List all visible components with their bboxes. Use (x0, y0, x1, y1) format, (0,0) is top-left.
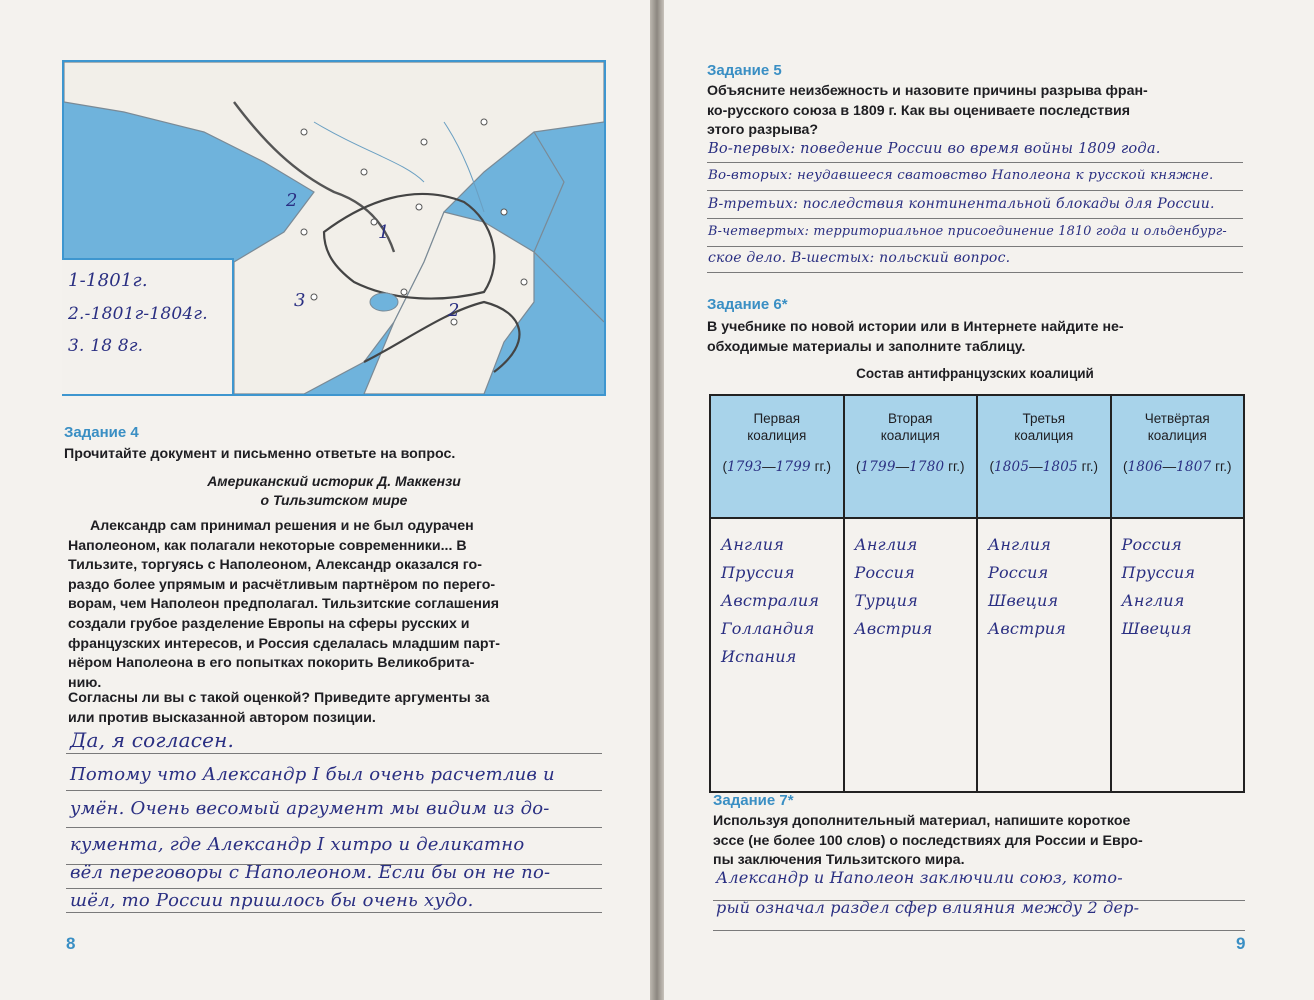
question-line: или против высказанной автором позиции. (68, 709, 376, 726)
question-line: Согласны ли вы с такой оценкой? Приведите аргументы за (68, 690, 490, 706)
writing-line (66, 912, 602, 913)
table-cell (977, 518, 1111, 792)
task5-heading: Задание 5 (707, 62, 782, 79)
paragraph-line: французских интересов, и Россия сделалась младшим парт- (68, 635, 500, 652)
year-start: 1805 (993, 459, 1030, 475)
member-country: Россия (1121, 535, 1182, 554)
instruction-line: эссе (не более 100 слов) о последствиях для России и Евро- (713, 832, 1143, 849)
legend-entry: 3. 18 8г. (68, 336, 144, 356)
table-header-cell (710, 395, 844, 518)
paragraph-line: нию. (68, 674, 102, 691)
coalition-name: коалиция (1147, 428, 1207, 443)
book-gutter (650, 0, 664, 1000)
coalition-years: (1806—1807 гг.) (1122, 459, 1232, 475)
document-title-line: о Тильзитском мире (260, 492, 408, 508)
members-list (721, 531, 843, 671)
coalition-name: Четвёртая (1144, 411, 1210, 426)
paragraph-line: создали грубое разделение Европы на сферы русских и (68, 615, 470, 632)
page-number: 8 (66, 934, 76, 953)
map-region-mark: 2 (286, 190, 298, 211)
legend-entry: 1-1801г. (68, 270, 148, 291)
writing-line (713, 930, 1245, 931)
task4-heading: Задание 4 (64, 424, 139, 441)
handwritten-answer-line: кумента, где Александр I хитро и деликатно (70, 834, 525, 855)
handwritten-answer-line: Во-первых: поведение России во время войны 1809 года. (708, 140, 1161, 157)
coalition-name: Первая (753, 411, 801, 426)
coalition-name: коалиция (747, 428, 807, 443)
task4-instruction: Прочитайте документ и письменно ответьте на вопрос. (64, 446, 456, 462)
members-list (855, 531, 977, 643)
member-country: Австрия (854, 619, 933, 638)
year-start: 1799 (860, 459, 896, 475)
writing-line (66, 827, 602, 828)
document-paragraph (68, 517, 604, 693)
member-country: Испания (721, 647, 797, 666)
document-title-line: Американский историк Д. Маккензи (207, 473, 461, 489)
page-number: 9 (1236, 934, 1246, 953)
year-start: 1793 (726, 459, 763, 475)
instruction-line: В учебнике по новой истории или в Интернете найдите не- (707, 319, 1124, 335)
handwritten-answer-line: В-третьих: последствия континентальной блокады для России. (708, 196, 1215, 212)
members-list (988, 531, 1110, 643)
member-country: Голландия (721, 619, 815, 638)
document-title (64, 472, 604, 510)
table-header-cell (844, 395, 978, 518)
member-country: Австрия (988, 619, 1067, 638)
paragraph-line: нёром Наполеона в его попытках покорить Великобрита- (68, 655, 475, 672)
year-end: 1799 (775, 459, 811, 475)
task7-heading: Задание 7* (713, 792, 794, 809)
task4-question (68, 689, 604, 728)
coalition-name: Вторая (888, 411, 933, 426)
handwritten-answer-line: Потому что Александр I был очень расчетлив и (70, 764, 555, 785)
left-page (0, 0, 650, 1000)
paragraph-line: ворам, чем Наполеон предполагал. Тильзитские соглашения (68, 596, 499, 613)
paragraph-line: раздо более упрямым и расчётливым партнёром по перего- (68, 576, 496, 593)
handwritten-answer-line: рый означал раздел сфер влияния между 2 дер- (716, 898, 1140, 917)
table-row (710, 518, 1244, 792)
coalition-name: коалиция (880, 428, 940, 443)
writing-line (707, 190, 1243, 191)
handwritten-answer-line: Александр и Наполеон заключили союз, кото- (716, 868, 1123, 887)
instruction-line: Используя дополнительный материал, напишите короткое (713, 813, 1131, 829)
handwritten-answer-line: В-четвертых: территориальное присоединение 1810 года и ольденбург- (708, 224, 1227, 239)
table-header-row (710, 395, 1244, 518)
handwritten-answer-line: умён. Очень весомый аргумент мы видим из до- (70, 798, 550, 819)
instruction-line: пы заключения Тильзитского мира. (713, 852, 965, 869)
coalition-years: (1799—1780 гг.) (855, 459, 965, 475)
writing-line (66, 790, 602, 791)
member-country: Швеция (1121, 619, 1192, 638)
table-header-cell (977, 395, 1111, 518)
years-suffix: гг.) (814, 459, 832, 474)
member-country: Пруссия (721, 563, 795, 582)
years-suffix: гг.) (948, 459, 965, 474)
paragraph-line: Александр сам принимал решения и не был одурачен (90, 518, 474, 534)
task6-instruction (707, 318, 1243, 357)
task6-heading: Задание 6* (707, 296, 788, 313)
map-region-mark: 1 (378, 222, 390, 243)
table-cell (1111, 518, 1245, 792)
handwritten-answer-line: ское дело. В-шестых: польский вопрос. (708, 250, 1011, 266)
coalition-years: (1793—1799 гг.) (722, 459, 832, 475)
years-suffix: гг.) (1215, 459, 1232, 474)
task7-instruction (713, 812, 1245, 871)
handwritten-answer-line: вёл переговоры с Наполеоном. Если бы он не по- (70, 862, 551, 883)
member-country: Англия (1121, 591, 1185, 610)
paragraph-line: Наполеоном, как полагали некоторые современники... В (68, 537, 467, 554)
coalition-years: (1805—1805 гг.) (989, 459, 1099, 475)
year-start: 1806 (1127, 459, 1163, 475)
task5-question (707, 82, 1243, 141)
writing-line (707, 162, 1243, 163)
legend-entry: 2.-1801г-1804г. (68, 304, 208, 324)
table-title: Состав антифранцузских коалиций (856, 366, 1094, 381)
handwritten-answer-line: Во-вторых: неудавшееся сватовство Наполеона к русской княжне. (708, 168, 1214, 183)
year-end: 1807 (1176, 459, 1212, 475)
member-country: Англия (721, 535, 785, 554)
handwritten-answer-line: Да, я согласен. (70, 728, 235, 752)
member-country: Россия (854, 563, 915, 582)
member-country: Россия (988, 563, 1049, 582)
map-region-mark: 3 (294, 290, 306, 311)
coalition-name: коалиция (1014, 428, 1074, 443)
member-country: Англия (854, 535, 918, 554)
map-legend (62, 258, 234, 394)
map-region-mark: 2 (448, 300, 460, 321)
year-end: 1780 (909, 459, 945, 475)
member-country: Англия (988, 535, 1052, 554)
question-line: ко-русского союза в 1809 г. Как вы оцениваете последствия (707, 102, 1130, 119)
writing-line (707, 272, 1243, 273)
table-cell (844, 518, 978, 792)
year-end: 1805 (1042, 459, 1078, 475)
member-country: Пруссия (1121, 563, 1196, 582)
paragraph-line: Тильзите, торгуясь с Наполеоном, Александр оказался го- (68, 557, 482, 574)
member-country: Турция (854, 591, 918, 610)
writing-line (66, 888, 602, 889)
years-suffix: гг.) (1081, 459, 1099, 474)
writing-line (707, 218, 1243, 219)
coalitions-table (709, 394, 1245, 793)
question-line: Объясните неизбежность и назовите причины разрыва фран- (707, 83, 1148, 99)
instruction-line: обходимые материалы и заполните таблицу. (707, 338, 1026, 355)
question-line: этого разрыва? (707, 122, 819, 139)
writing-line (707, 246, 1243, 247)
member-country: Австралия (721, 591, 820, 610)
member-country: Швеция (988, 591, 1059, 610)
members-list (1122, 531, 1244, 643)
table-header-cell (1111, 395, 1245, 518)
handwritten-answer-line: шёл, то России пришлось бы очень худо. (70, 890, 474, 911)
writing-line (66, 753, 602, 754)
table-cell (710, 518, 844, 792)
coalition-name: Третья (1022, 411, 1066, 426)
